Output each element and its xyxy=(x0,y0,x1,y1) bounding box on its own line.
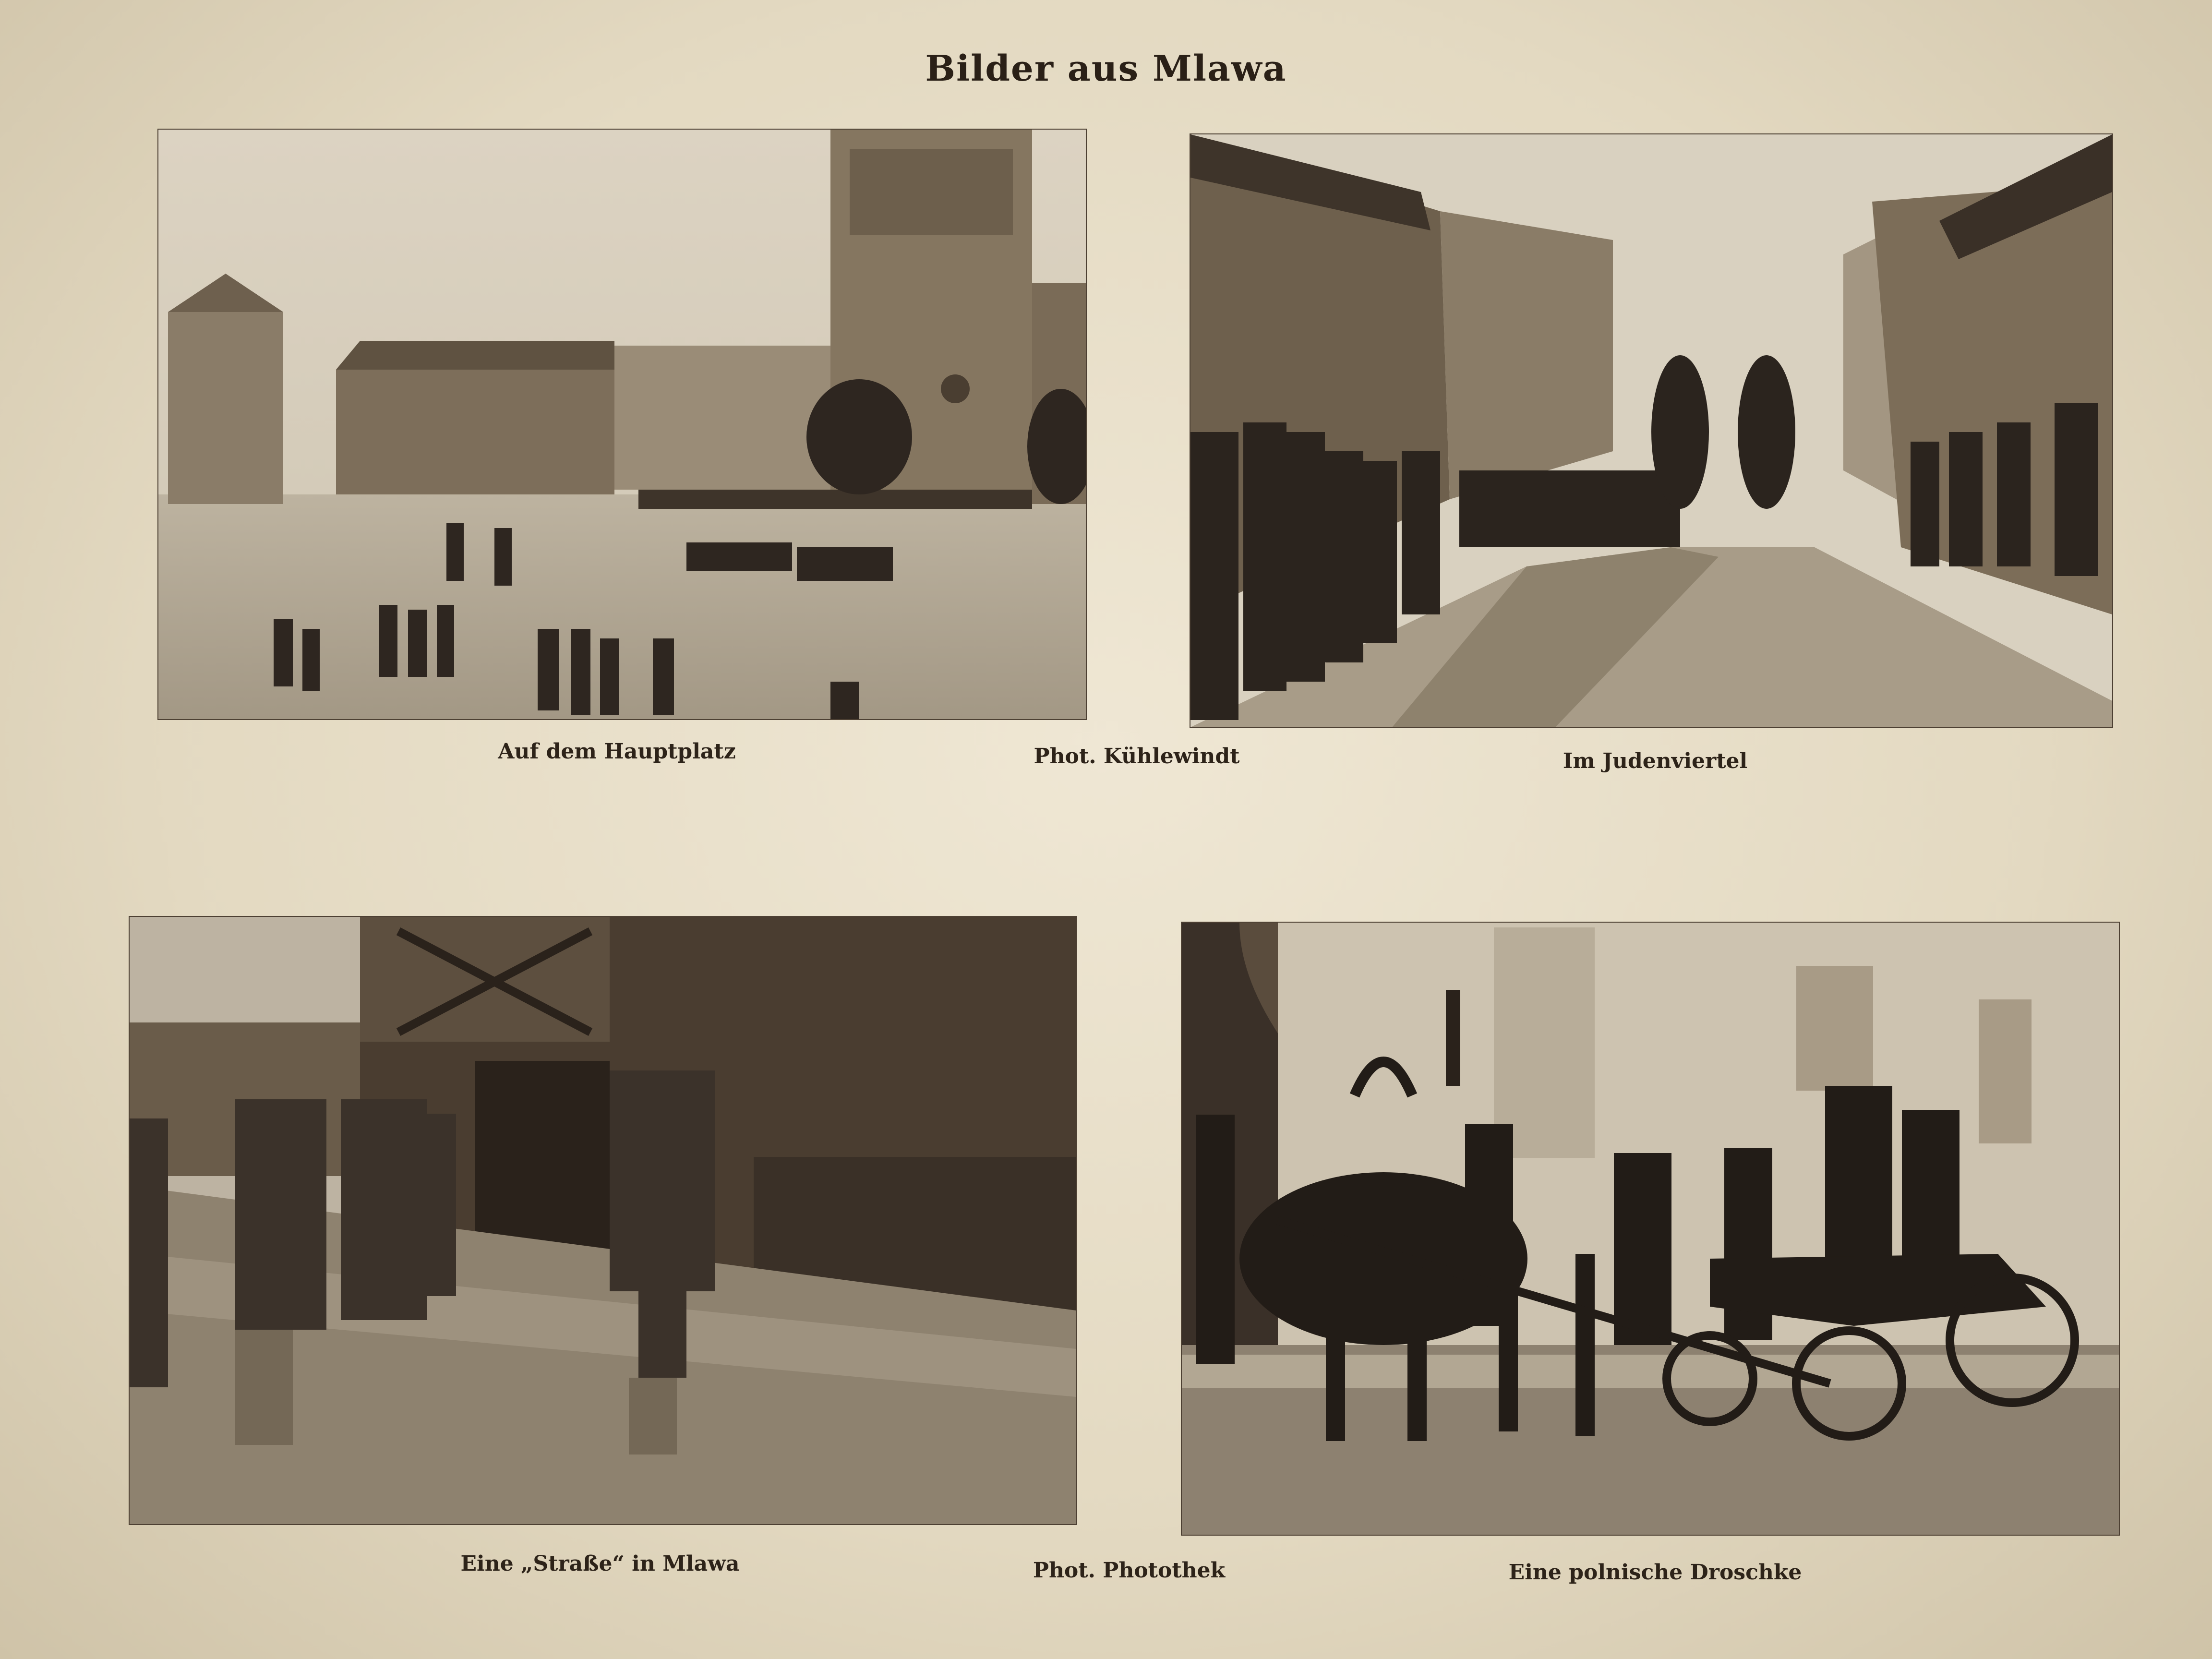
photo-droshky xyxy=(1182,923,2119,1535)
credit-phototek: Phot. Photothek xyxy=(1033,1558,1226,1583)
caption-flooded-street: Eine „Straße“ in Mlawa xyxy=(460,1551,740,1576)
photo-flooded-street xyxy=(130,917,1076,1524)
caption-main-square: Auf dem Hauptplatz xyxy=(498,739,736,764)
page-title: Bilder aus Mlawa xyxy=(925,48,1287,89)
credit-kuehlewindt: Phot. Kühlewindt xyxy=(1034,744,1240,769)
photo-jewish-quarter xyxy=(1190,134,2112,727)
photo-main-square xyxy=(158,130,1086,719)
caption-droshky: Eine polnische Droschke xyxy=(1508,1560,1802,1585)
caption-jewish-quarter: Im Judenviertel xyxy=(1563,749,1748,773)
